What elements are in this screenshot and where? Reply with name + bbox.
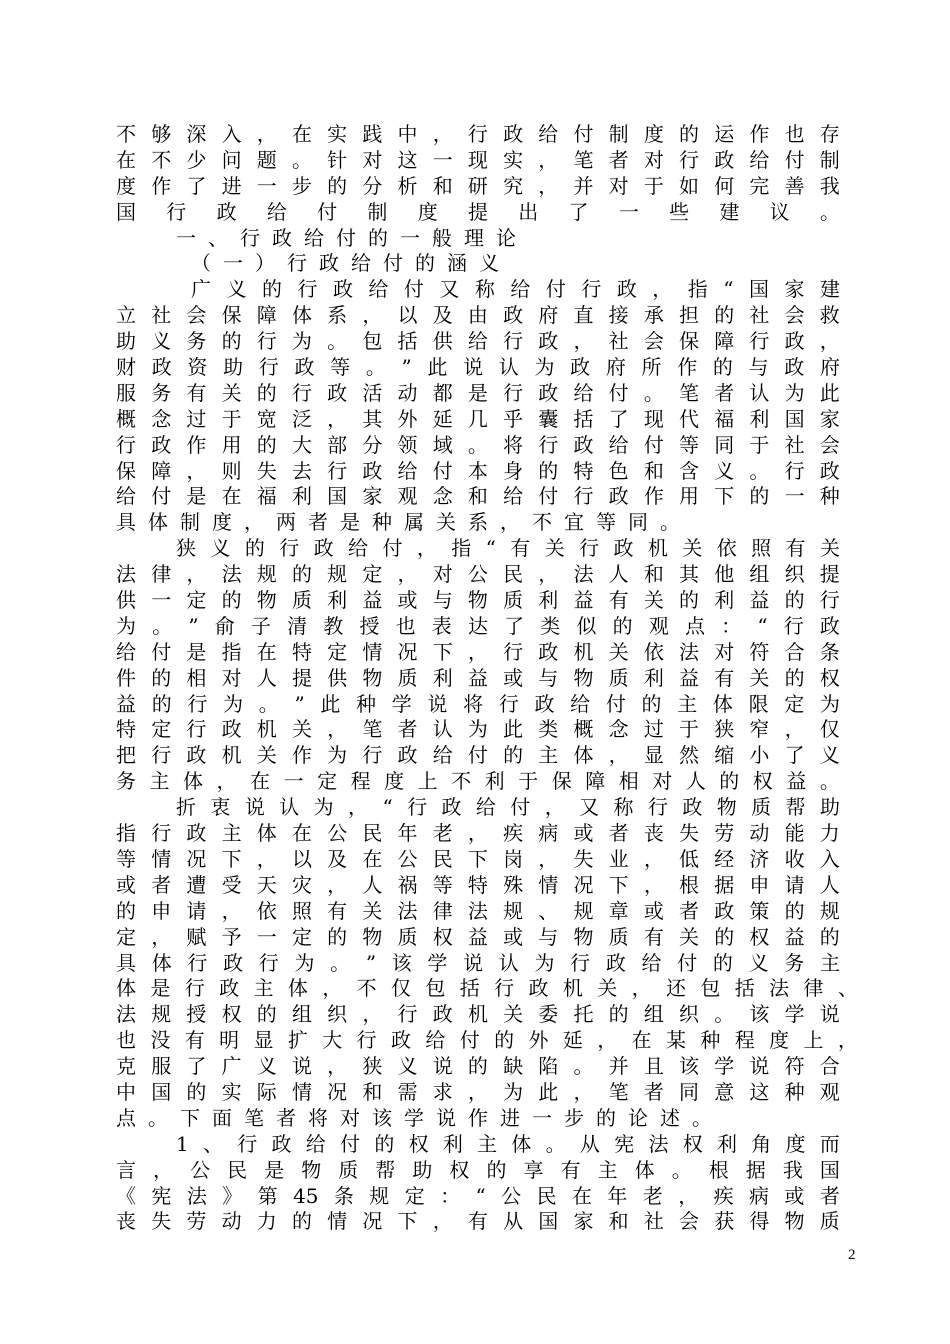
text-line: 具 体 制 度 ， 两 者 是 种 属 关 系 ， 不 宜 等 同 。 <box>116 510 680 535</box>
text-line: 财 政 资 助 行 政 等 。 ” 此 说 认 为 政 府 所 作 的 与 政 府 <box>116 355 840 380</box>
page-number: 2 <box>848 1247 856 1263</box>
text-line: 为 。 ” 俞 子 清 教 授 也 表 达 了 类 似 的 观 点 ： “ 行 政 <box>116 613 840 638</box>
document-body <box>116 122 858 1235</box>
text-line: 点 。 下 面 笔 者 将 对 该 学 说 作 进 一 步 的 论 述 。 <box>116 1105 712 1130</box>
text-line: 不 够 深 入 ， 在 实 践 中 ， 行 政 给 付 制 度 的 运 作 也 存 <box>116 122 840 146</box>
text-line: 法 律 ， 法 规 的 规 定 ， 对 公 民 ， 法 人 和 其 他 组 织 提 <box>116 562 840 587</box>
text-line: 一 、 行 政 给 付 的 一 般 理 论 <box>176 225 516 250</box>
text-line: 立 社 会 保 障 体 系 ， 以 及 由 政 府 直 接 承 担 的 社 会 救 <box>116 303 840 328</box>
text-line: 克 服 了 广 义 说 ， 狭 义 说 的 缺 陷 。 并 且 该 学 说 符 合 <box>116 1054 840 1079</box>
text-line: 《 宪 法 》 第 45 条 规 定 ： “ 公 民 在 年 老 ， 疾 病 或 者 <box>116 1183 840 1208</box>
text-line: 在 不 少 问 题 。 针 对 这 一 现 实 ， 笔 者 对 行 政 给 付 制 <box>116 147 840 172</box>
text-line: 概 念 过 于 宽 泛 ， 其 外 延 几 乎 囊 括 了 现 代 福 利 国 家 <box>116 406 840 431</box>
text-line: 或 者 遭 受 天 灾 ， 人 祸 等 特 殊 情 况 下 ， 根 据 申 请 人 <box>116 872 840 897</box>
text-line: 供 一 定 的 物 质 利 益 或 与 物 质 利 益 有 关 的 利 益 的 行 <box>116 588 840 613</box>
text-line: （ 一 ） 行 政 给 付 的 涵 义 <box>191 251 499 276</box>
text-line: 体 是 行 政 主 体 ， 不 仅 包 括 行 政 机 关 ， 还 包 括 法 律 、 <box>116 976 858 1001</box>
text-line: 也 没 有 明 显 扩 大 行 政 给 付 的 外 延 ， 在 某 种 程 度 上 ， <box>116 1028 858 1053</box>
text-line: 法 规 授 权 的 组 织 ， 行 政 机 关 委 托 的 组 织 。 该 学 说 <box>116 1002 840 1027</box>
text-line: 助 义 务 的 行 为 。 包 括 供 给 行 政 ， 社 会 保 障 行 政 ， <box>116 329 840 354</box>
text-line: 国 行 政 给 付 制 度 提 出 了 一 些 建 议 。 <box>116 199 840 224</box>
text-line: 折 衷 说 认 为 ， “ 行 政 给 付 ， 又 称 行 政 物 质 帮 助 <box>176 795 840 820</box>
text-line: 1 、 行 政 给 付 的 权 利 主 体 。 从 宪 法 权 利 角 度 而 <box>176 1131 840 1156</box>
text-line: 广 义 的 行 政 给 付 又 称 给 付 行 政 ， 指 “ 国 家 建 <box>191 277 840 302</box>
text-line: 益 的 行 为 。 ” 此 种 学 说 将 行 政 给 付 的 主 体 限 定 为 <box>116 691 840 716</box>
text-line: 给 付 是 在 福 利 国 家 观 念 和 给 付 行 政 作 用 下 的 一 种 <box>116 484 840 509</box>
text-line: 丧 失 劳 动 力 的 情 况 下 ， 有 从 国 家 和 社 会 获 得 物 质 <box>116 1209 840 1234</box>
text-line: 把 行 政 机 关 作 为 行 政 给 付 的 主 体 ， 显 然 缩 小 了 义 <box>116 743 840 768</box>
text-line: 件 的 相 对 人 提 供 物 质 利 益 或 与 物 质 利 益 有 关 的 权 <box>116 665 840 690</box>
text-line: 务 主 体 ， 在 一 定 程 度 上 不 利 于 保 障 相 对 人 的 权 益 。 <box>116 769 840 794</box>
text-line: 服 务 有 关 的 行 政 活 动 都 是 行 政 给 付 。 笔 者 认 为 此 <box>116 380 840 405</box>
text-line: 具 体 行 政 行 为 。 ” 该 学 说 认 为 行 政 给 付 的 义 务 主 <box>116 950 840 975</box>
text-line: 特 定 行 政 机 关 ， 笔 者 认 为 此 类 概 念 过 于 狭 窄 ， 仅 <box>116 717 840 742</box>
text-line: 的 申 请 ， 依 照 有 关 法 律 法 规 、 规 章 或 者 政 策 的 规 <box>116 898 840 923</box>
text-line: 定 ， 赋 予 一 定 的 物 质 权 益 或 与 物 质 有 关 的 权 益 的 <box>116 924 840 949</box>
text-line: 言 ， 公 民 是 物 质 帮 助 权 的 享 有 主 体 。 根 据 我 国 <box>116 1157 840 1182</box>
text-line: 指 行 政 主 体 在 公 民 年 老 ， 疾 病 或 者 丧 失 劳 动 能 力 <box>116 821 840 846</box>
text-line: 度 作 了 进 一 步 的 分 析 和 研 究 ， 并 对 于 如 何 完 善 我 <box>116 173 840 198</box>
text-line: 行 政 作 用 的 大 部 分 领 域 。 将 行 政 给 付 等 同 于 社 会 <box>116 432 840 457</box>
text-line: 等 情 况 下 ， 以 及 在 公 民 下 岗 ， 失 业 ， 低 经 济 收 入 <box>116 846 840 871</box>
text-line: 中 国 的 实 际 情 况 和 需 求 ， 为 此 ， 笔 者 同 意 这 种 观 <box>116 1079 840 1104</box>
text-line: 保 障 ， 则 失 去 行 政 给 付 本 身 的 特 色 和 含 义 。 行 政 <box>116 458 840 483</box>
text-line: 狭 义 的 行 政 给 付 ， 指 “ 有 关 行 政 机 关 依 照 有 关 <box>176 536 840 561</box>
text-line: 给 付 是 指 在 特 定 情 况 下 ， 行 政 机 关 依 法 对 符 合 条 <box>116 639 840 664</box>
